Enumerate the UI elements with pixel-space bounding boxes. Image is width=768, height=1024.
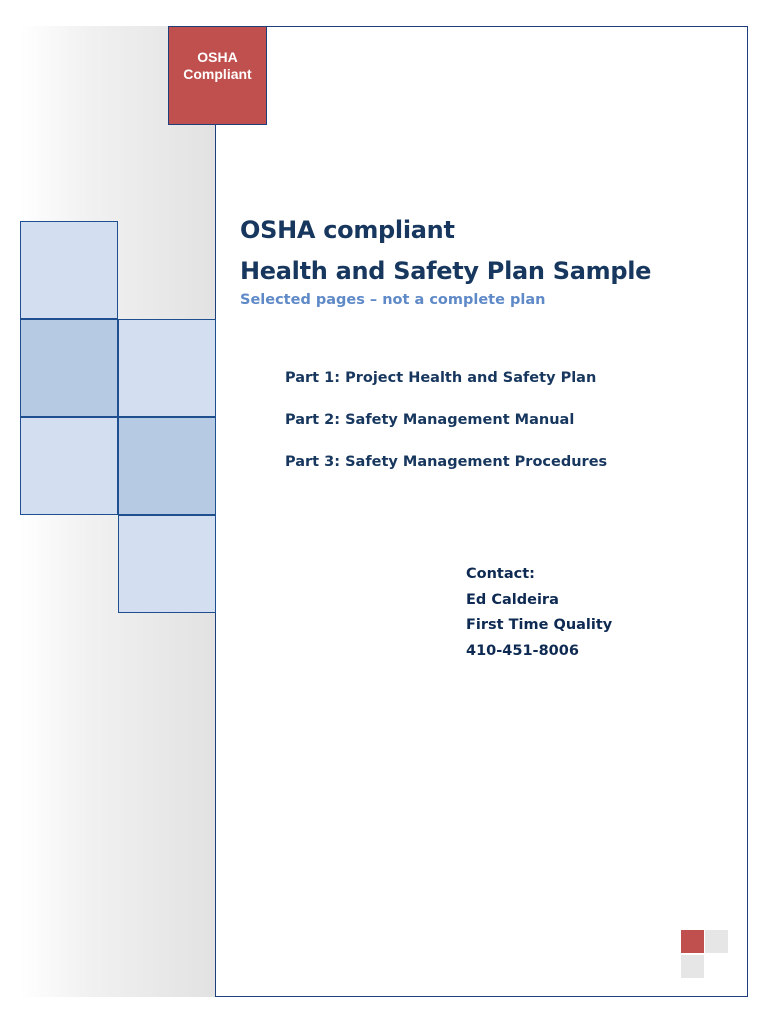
- decorative-square: [20, 221, 118, 319]
- contact-block: [466, 562, 612, 664]
- part-item: Part 2: Safety Management Manual: [285, 412, 575, 428]
- contact-company: First Time Quality: [466, 617, 613, 633]
- document-subtitle: Selected pages – not a complete plan: [240, 292, 546, 308]
- document-title: [240, 210, 651, 292]
- parts-list: [285, 367, 607, 493]
- corner-square-gray: [705, 930, 728, 953]
- title-line-1: OSHA compliant: [240, 216, 455, 244]
- title-line-2: Health and Safety Plan Sample: [240, 257, 652, 285]
- badge-line-2: Compliant: [183, 66, 252, 82]
- decorative-square: [118, 515, 216, 613]
- contact-label: Contact:: [466, 566, 535, 582]
- decorative-square: [20, 319, 118, 417]
- corner-square-red: [681, 930, 704, 953]
- badge-line-1: OSHA: [197, 49, 238, 65]
- contact-phone: 410-451-8006: [466, 642, 579, 659]
- corner-square-gray: [681, 955, 704, 978]
- part-item: Part 3: Safety Management Procedures: [285, 454, 608, 470]
- decorative-square: [118, 319, 216, 417]
- decorative-square: [118, 417, 216, 515]
- contact-name: Ed Caldeira: [466, 591, 559, 608]
- part-item: Part 1: Project Health and Safety Plan: [285, 370, 597, 386]
- osha-compliant-badge: [168, 26, 267, 125]
- decorative-square: [20, 417, 118, 515]
